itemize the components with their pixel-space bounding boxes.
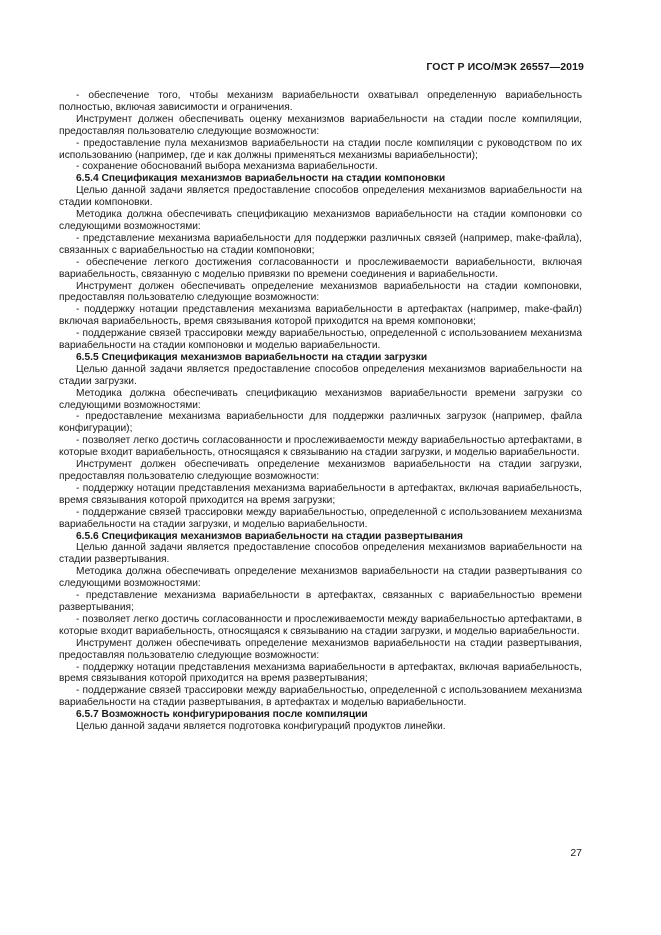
list-item: - представление механизма вариабельности в артефактах, связанных с вариабельностью времени развертывания;: [59, 590, 582, 613]
section-heading: 6.5.7 Возможность конфигурирования после компиляции: [76, 709, 368, 721]
list-item: - поддержание связей трассировки между вариабельностью, определенной с использованием механизма вариабельности на стадии развертывания, в артефактах и моделью вариабельности.: [59, 685, 582, 709]
paragraph: Методика должна обеспечивать спецификацию механизмов вариабельности на стадии компоновки со следующими возможностями:: [59, 209, 582, 232]
section-heading: 6.5.5 Спецификация механизмов вариабельности на стадии загрузки: [76, 351, 428, 363]
paragraph: Целью данной задачи является предоставление способов определения механизмов вариабельности на стадии компоновки.: [59, 185, 582, 209]
list-item: - позволяет легко достичь согласованности и прослеживаемости между вариабельностью артефактами, в которые входит вариабельность, относящаяся к связыванию на стадии загрузки, и моделью вариабельности.: [59, 435, 582, 459]
paragraph: Методика должна обеспечивать спецификацию механизмов вариабельности времени загрузки со следующими возможностями:: [59, 387, 582, 411]
paragraph: Инструмент должен обеспечивать определение механизмов вариабельности на стадии развертывания, предоставляя пользователю следующие возможности:: [59, 637, 582, 661]
list-item: - сохранение обоснований выбора механизма вариабельности.: [76, 161, 378, 173]
list-item: - предоставление пула механизмов вариабельности на стадии после компиляции с руководством по их использованию (например, где и как должны применяться механизмы вариабельности);: [59, 137, 582, 161]
page-number: 27: [570, 847, 582, 859]
list-item: - поддержку нотации представления механизма вариабельности в артефактах (например, make-файл) включая вариабельность, время связывания которой приходится на время компоновки;: [59, 304, 582, 328]
standard-designation: ГОСТ Р ИСО/МЭК 26557—2019: [426, 61, 584, 73]
list-item: - поддержку нотации представления механизма вариабельности в артефактах, включая вариабельность, время связывания которой приходится на время развертывания;: [59, 661, 582, 685]
paragraph: Целью данной задачи является предоставление способов определения механизмов вариабельности на стадии загрузки.: [59, 363, 582, 387]
paragraph: Инструмент должен обеспечивать оценку механизмов вариабельности на стадии после компиляции, предоставляя пользователю следующие возможности:: [59, 113, 582, 137]
paragraph: Инструмент должен обеспечивать определение механизмов вариабельности на стадии компоновки, предоставляя пользователю следующие возможности:: [59, 280, 582, 304]
section-heading: 6.5.6 Спецификация механизмов вариабельности на стадии развертывания: [76, 530, 463, 542]
list-item: - представление механизма вариабельности для поддержки различных связей (например, make-файла), связанных с вариабельностью на стадии компоновки;: [59, 232, 582, 256]
list-item: - обеспечение легкого достижения согласованности и прослеживаемости вариабельности, включая вариабельность, связанную с моделью привязки по времени соединения и вариабельности.: [59, 256, 582, 280]
list-item: - обеспечение того, чтобы механизм вариабельности охватывал определенную вариабельность полностью, включая зависимости и ограничения.: [59, 90, 582, 113]
paragraph: Целью данной задачи является предоставление способов определения механизмов вариабельности на стадии развертывания.: [59, 542, 582, 566]
paragraph: Методика должна обеспечивать определение механизмов вариабельности на стадии развертывания со следующими возможностями:: [59, 566, 582, 590]
list-item: - поддержку нотации представления механизма вариабельности в артефактах, включая вариабельность, время связывания которой приходится на время загрузки;: [59, 482, 582, 506]
list-item: - поддержание связей трассировки между вариабельностью, определенной с использованием механизма вариабельности на стадии компоновки и моделью вариабельности.: [59, 328, 582, 352]
list-item: - предоставление механизма вариабельности для поддержки различных загрузок (например, файла конфигурации);: [59, 411, 582, 435]
body-text: [59, 90, 582, 733]
section-heading: 6.5.4 Спецификация механизмов вариабельности на стадии компоновки: [76, 173, 446, 185]
paragraph: Целью данной задачи является подготовка конфигураций продуктов линейки.: [76, 721, 446, 733]
paragraph: Инструмент должен обеспечивать определение механизмов вариабельности на стадии загрузки, предоставляя пользователю следующие возможности:: [59, 459, 582, 482]
list-item: - позволяет легко достичь согласованности и прослеживаемости между вариабельностью артефактами, в которые входит вариабельность, относящаяся к связыванию на стадии загрузки, и моделью вариабельности.: [59, 613, 582, 637]
list-item: - поддержание связей трассировки между вариабельностью, определенной с использованием механизма вариабельности на стадии загрузки, и моделью вариабельности.: [59, 506, 582, 530]
